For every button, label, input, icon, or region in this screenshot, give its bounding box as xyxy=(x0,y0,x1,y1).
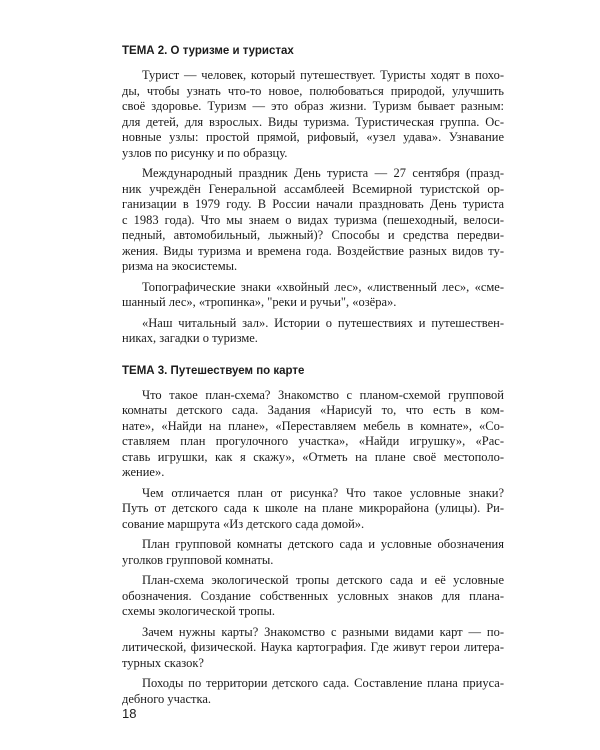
text-line: сование маршрута «Из детского сада домой». xyxy=(122,516,365,531)
page-number: 18 xyxy=(122,706,137,721)
text-line: своё здоровье. Туризм — это образ жизни. Туризм бывает разным: xyxy=(122,99,504,113)
paragraph xyxy=(122,486,504,533)
section-body-tema-2 xyxy=(122,68,504,347)
text-line: уголков групповой комнаты. xyxy=(122,552,274,567)
section-heading-tema-3: ТЕМА 3. Путешествуем по карте xyxy=(122,364,305,377)
paragraph xyxy=(122,166,504,275)
text-line: Походы по территории детского сада. Составление плана приуса- xyxy=(142,676,504,690)
text-line: Турист — человек, который путешествует. Туристы ходят в похо- xyxy=(142,68,504,82)
text-line: с 1983 года). Что мы знаем о видах туризма (пешеходный, велоси- xyxy=(122,212,504,227)
text-line: ризма на экосистемы. xyxy=(122,259,238,273)
text-line: схемы экологической тропы. xyxy=(122,604,276,618)
text-line: педный, автомобильный, лыжный)? Способы и средства передви- xyxy=(122,228,504,242)
text-line: ставляем план прогулочного участка», «Найди игрушку», «Рас- xyxy=(122,434,504,448)
text-line: турных сказок? xyxy=(122,655,204,670)
paragraph xyxy=(122,388,504,481)
text-line: шанный лес», «тропинка», "реки и ручьи", «озёра». xyxy=(122,295,397,309)
paragraph xyxy=(122,625,504,672)
section-body-tema-3 xyxy=(122,388,504,708)
text-line: Путь от детского сада к школе на плане микрорайона (улицы). Ри- xyxy=(122,501,504,515)
text-line: План групповой комнаты детского сада и условные обозначения xyxy=(142,537,504,551)
text-line: Зачем нужны карты? Знакомство с разными видами карт — по- xyxy=(142,624,504,639)
paragraph xyxy=(122,280,504,311)
text-line: нате», «Найди на плане», «Переставляем мебель в комнате», «Со- xyxy=(122,418,504,433)
text-line: ставь игрушки, как я скажу», «Отметь на плане своё местополо- xyxy=(122,449,504,464)
text-line: жения. Виды туризма и времена года. Воздействие разных видов ту- xyxy=(122,243,504,258)
text-line: ник учреждён Генеральной ассамблеей Всемирной туристской ор- xyxy=(122,181,504,196)
paragraph xyxy=(122,68,504,161)
paragraph xyxy=(122,316,504,347)
text-line: «Наш читальный зал». Истории о путешествиях и путешествен- xyxy=(142,315,504,330)
text-line: узлов по рисунку и по образцу. xyxy=(122,145,288,160)
text-line: новные узлы: простой прямой, рифовый, «узел удава». Узнавание xyxy=(122,130,504,144)
text-line: ганизации в 1979 году. В России начали праздновать День туриста xyxy=(122,197,504,211)
text-line: План-схема экологической тропы детского сада и её условные xyxy=(142,573,504,587)
text-line: Международный праздник День туриста — 27 сентября (празд- xyxy=(142,166,504,180)
text-line: Чем отличается план от рисунка? Что такое условные знаки? xyxy=(142,485,504,500)
text-line: Топографические знаки «хвойный лес», «лиственный лес», «сме- xyxy=(142,279,504,294)
paragraph xyxy=(122,537,504,568)
text-line: для детей, для взрослых. Виды туризма. Туристическая группа. Ос- xyxy=(122,114,504,129)
text-line: ды, чтобы узнать что-то новое, полюбоваться природой, улучшить xyxy=(122,83,504,98)
text-line: дебного участка. xyxy=(122,691,212,706)
paragraph xyxy=(122,573,504,620)
text-line: Что такое план-схема? Знакомство с планом-схемой групповой xyxy=(142,387,504,402)
text-line: обозначения. Создание собственных условных знаков для плана- xyxy=(122,588,504,603)
section-gap xyxy=(122,352,504,364)
paragraph xyxy=(122,676,504,707)
text-line: литической, физической. Наука картография. Где живут герои литера- xyxy=(122,640,504,654)
page-content xyxy=(122,44,504,712)
text-line: никах, загадки о туризме. xyxy=(122,331,258,345)
text-line: жение». xyxy=(122,465,165,479)
text-line: комнаты детского сада. Задания «Нарисуй то, что есть в ком- xyxy=(122,403,504,417)
section-heading-tema-2: ТЕМА 2. О туризме и туристах xyxy=(122,45,294,57)
